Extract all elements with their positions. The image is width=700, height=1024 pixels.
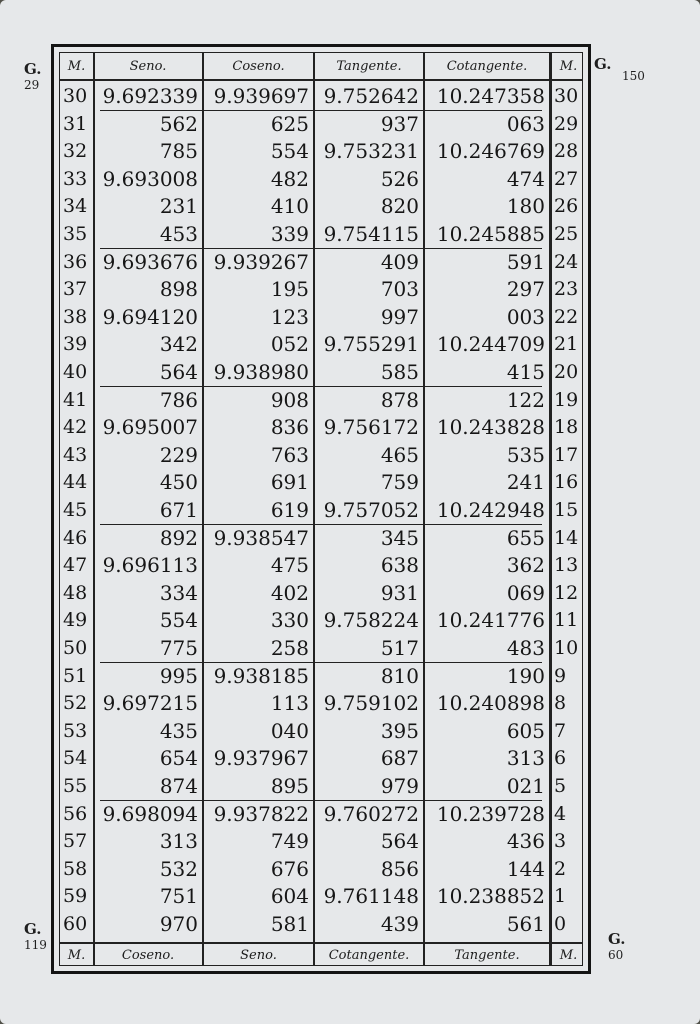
cell-minute: 39 [63,333,88,356]
cell-coseno: 9.938547 [213,525,309,550]
cell-cotangente: 474 [506,166,545,191]
cell-tangente: 9.759102 [323,691,419,716]
cell-tangente: 931 [380,580,419,605]
cell-coseno: 9.939697 [213,84,309,108]
cell-minute-right: 9 [554,664,567,687]
table-row [60,193,582,220]
table-row [60,249,582,276]
cell-seno: 231 [159,194,198,219]
cell-cotangente: 535 [506,442,545,467]
corner-degree-bottom-right [608,930,626,962]
cell-coseno: 113 [270,691,309,716]
cell-coseno: 258 [270,636,309,660]
corner-degree-value: 60 [608,948,624,962]
cell-minute-right: 17 [554,443,579,466]
footer-seno: Seno. [240,948,277,963]
cell-coseno: 195 [270,277,309,302]
cell-cotangente: 10.247358 [436,84,545,108]
cell-minute-right: 2 [554,857,567,880]
cell-minute-right: 29 [554,112,579,135]
corner-degree-top-left [24,60,42,92]
cell-minute-right: 12 [554,581,579,604]
cell-minute: 56 [63,802,88,825]
cell-tangente: 759 [380,470,419,495]
corner-degree-value: 150 [622,69,645,83]
table-row [60,801,582,828]
cell-coseno: 625 [270,111,309,136]
cell-cotangente: 605 [506,718,545,743]
cell-cotangente: 415 [506,360,545,384]
cell-minute: 32 [63,140,88,163]
corner-g-label: G. [608,930,626,948]
table-row [60,83,582,110]
table-row [60,635,582,662]
footer-cotangente: Cotangente. [328,948,410,963]
cell-cotangente: 10.241776 [436,608,545,633]
cell-seno: 898 [159,277,198,302]
cell-minute-right: 3 [554,830,567,853]
cell-minute-right: 5 [554,775,567,797]
cell-coseno: 908 [270,387,309,412]
cell-minute-right: 30 [554,85,579,107]
header-minutes: M. [67,59,86,74]
logarithm-table [59,52,583,966]
cell-cotangente: 10.239728 [436,801,545,826]
cell-minute-right: 0 [554,913,567,935]
cell-cotangente: 122 [506,387,545,412]
cell-seno: 342 [159,332,198,357]
cell-minute: 35 [63,223,88,245]
table-row [60,138,582,165]
cell-minute-right: 26 [554,195,579,218]
cell-minute: 37 [63,278,88,301]
cell-minute: 44 [63,471,88,494]
cell-minute-right: 18 [554,416,579,439]
cell-minute: 42 [63,416,88,439]
cell-tangente: 937 [380,111,419,136]
table-row [60,387,582,414]
cell-cotangente: 180 [506,194,545,219]
cell-coseno: 402 [270,580,309,605]
table-row [60,883,582,910]
cell-cotangente: 313 [506,746,545,771]
cell-minute-right: 11 [554,609,579,632]
cell-cotangente: 003 [506,304,545,329]
cell-coseno: 691 [270,470,309,495]
cell-cotangente: 483 [506,636,545,660]
cell-coseno: 836 [270,415,309,440]
cell-seno: 892 [159,525,198,550]
cell-tangente: 810 [380,663,419,688]
table-row [60,773,582,800]
cell-seno: 995 [159,663,198,688]
cell-seno: 9.696113 [102,553,198,578]
cell-coseno: 9.937822 [213,801,309,826]
cell-cotangente: 10.238852 [436,884,545,909]
cell-seno: 970 [159,912,198,936]
corner-g-label: G. [24,60,42,78]
table-row [60,304,582,331]
footer-coseno: Coseno. [121,948,175,963]
footer-minutes-right: M. [559,948,578,963]
cell-minute-right: 21 [554,333,579,356]
cell-minute: 58 [63,857,88,880]
table-row [60,359,582,386]
table-row [60,718,582,745]
cell-coseno: 604 [270,884,309,909]
cell-seno: 334 [159,580,198,605]
table-row [60,497,582,524]
cell-tangente: 517 [380,636,419,660]
cell-seno: 554 [159,608,198,633]
cell-minute: 30 [63,85,88,107]
cell-coseno: 9.938185 [213,663,309,688]
cell-minute: 60 [63,913,88,935]
cell-minute: 34 [63,195,88,218]
cell-minute-right: 28 [554,140,579,163]
table-row [60,276,582,303]
cell-coseno: 475 [270,553,309,578]
cell-seno: 229 [159,442,198,467]
cell-tangente: 820 [380,194,419,219]
cell-minute: 59 [63,885,88,908]
cell-cotangente: 063 [506,111,545,136]
cell-tangente: 687 [380,746,419,771]
cell-cotangente: 10.244709 [436,332,545,357]
cell-minute: 38 [63,305,88,328]
header-cotangente: Cotangente. [446,59,528,74]
cell-coseno: 339 [270,222,309,246]
cell-minute: 36 [63,250,88,273]
cell-seno: 453 [159,222,198,246]
cell-coseno: 9.939267 [213,249,309,274]
cell-minute-right: 14 [554,526,579,549]
footer-minutes: M. [67,948,86,963]
cell-seno: 9.695007 [102,415,198,440]
cell-tangente: 9.752642 [323,84,419,108]
cell-minute: 46 [63,526,88,549]
corner-degree-value: 29 [24,78,40,92]
cell-cotangente: 241 [506,470,545,495]
cell-tangente: 979 [380,774,419,798]
cell-minute: 45 [63,499,88,521]
cell-minute-right: 6 [554,747,567,770]
cell-minute-right: 19 [554,388,579,411]
cell-minute: 33 [63,167,88,190]
cell-coseno: 749 [270,829,309,854]
cell-seno: 450 [159,470,198,495]
cell-tangente: 997 [380,304,419,329]
table-row [60,552,582,579]
cell-coseno: 554 [270,139,309,164]
cell-seno: 532 [159,856,198,881]
cell-minute: 49 [63,609,88,632]
cell-cotangente: 10.245885 [436,222,545,246]
table-row [60,111,582,138]
cell-coseno: 763 [270,442,309,467]
cell-minute-right: 7 [554,719,567,742]
table-frame [51,44,591,974]
table-row [60,690,582,717]
cell-cotangente: 297 [506,277,545,302]
cell-cotangente: 10.246769 [436,139,545,164]
cell-coseno: 9.938980 [213,360,309,384]
header-minutes-right: M. [559,59,578,74]
cell-cotangente: 069 [506,580,545,605]
corner-g-label: G. [24,920,42,938]
cell-tangente: 9.758224 [323,608,419,633]
cell-cotangente: 436 [506,829,545,854]
cell-seno: 671 [159,498,198,522]
cell-seno: 313 [159,829,198,854]
corner-g-label: G. [594,55,612,73]
cell-seno: 9.698094 [102,801,198,826]
cell-cotangente: 561 [506,912,545,936]
cell-seno: 9.693676 [102,249,198,274]
cell-seno: 751 [159,884,198,909]
cell-seno: 874 [159,774,198,798]
cell-minute-right: 8 [554,692,567,715]
table-row [60,580,582,607]
cell-seno: 562 [159,111,198,136]
cell-cotangente: 10.240898 [436,691,545,716]
cell-tangente: 439 [380,912,419,936]
cell-seno: 9.692339 [102,84,198,108]
cell-tangente: 878 [380,387,419,412]
cell-tangente: 409 [380,249,419,274]
cell-minute-right: 27 [554,167,579,190]
cell-tangente: 9.754115 [323,222,419,246]
corner-degree-value: 119 [24,938,47,952]
cell-tangente: 564 [380,829,419,854]
cell-minute: 48 [63,581,88,604]
table-row [60,607,582,634]
cell-tangente: 465 [380,442,419,467]
cell-cotangente: 021 [506,774,545,798]
cell-coseno: 330 [270,608,309,633]
cell-minute-right: 24 [554,250,579,273]
cell-minute-right: 1 [554,885,567,908]
footer-rule [60,942,582,944]
cell-minute-right: 22 [554,305,579,328]
cell-minute-right: 15 [554,499,579,521]
cell-tangente: 585 [380,360,419,384]
header-coseno: Coseno. [232,59,285,74]
cell-minute: 50 [63,637,88,659]
cell-minute-right: 20 [554,361,579,383]
cell-tangente: 345 [380,525,419,550]
cell-minute: 47 [63,554,88,577]
cell-tangente: 9.761148 [323,884,419,909]
cell-coseno: 895 [270,774,309,798]
cell-minute: 55 [63,775,88,797]
cell-tangente: 856 [380,856,419,881]
cell-minute: 52 [63,692,88,715]
cell-minute: 40 [63,361,88,383]
cell-minute: 53 [63,719,88,742]
cell-cotangente: 144 [506,856,545,881]
table-row [60,331,582,358]
cell-minute: 51 [63,664,88,687]
cell-minute: 57 [63,830,88,853]
cell-coseno: 482 [270,166,309,191]
cell-cotangente: 10.242948 [436,498,545,522]
cell-tangente: 703 [380,277,419,302]
cell-tangente: 9.755291 [323,332,419,357]
cell-minute-right: 25 [554,223,579,245]
cell-tangente: 9.760272 [323,801,419,826]
header-seno: Seno. [129,59,167,74]
table-row [60,828,582,855]
cell-minute: 41 [63,388,88,411]
table-row [60,525,582,552]
cell-seno: 9.694120 [102,304,198,329]
cell-tangente: 526 [380,166,419,191]
cell-seno: 654 [159,746,198,771]
table-row [60,911,582,938]
cell-seno: 9.697215 [102,691,198,716]
cell-cotangente: 10.243828 [436,415,545,440]
cell-minute-right: 10 [554,637,579,659]
cell-coseno: 676 [270,856,309,881]
table-row [60,221,582,248]
cell-seno: 786 [159,387,198,412]
table-row [60,166,582,193]
cell-coseno: 040 [270,718,309,743]
cell-tangente: 9.756172 [323,415,419,440]
cell-seno: 564 [159,360,198,384]
cell-minute-right: 4 [554,802,567,825]
cell-minute-right: 16 [554,471,579,494]
cell-cotangente: 362 [506,553,545,578]
header-rule [60,79,582,81]
cell-minute-right: 23 [554,278,579,301]
cell-coseno: 581 [270,912,309,936]
table-row [60,469,582,496]
table-row [60,663,582,690]
cell-cotangente: 655 [506,525,545,550]
table-row [60,414,582,441]
cell-tangente: 395 [380,718,419,743]
footer-tangente: Tangente. [454,948,520,963]
corner-degree-bottom-left [24,920,47,952]
cell-coseno: 9.937967 [213,746,309,771]
cell-seno: 775 [159,636,198,660]
cell-seno: 785 [159,139,198,164]
cell-cotangente: 591 [506,249,545,274]
cell-tangente: 9.753231 [323,139,419,164]
cell-coseno: 052 [270,332,309,357]
cell-cotangente: 190 [506,663,545,688]
cell-tangente: 638 [380,553,419,578]
cell-seno: 435 [159,718,198,743]
cell-tangente: 9.757052 [323,498,419,522]
corner-degree-top-right [594,54,645,83]
header-tangente: Tangente. [336,59,402,74]
table-row [60,856,582,883]
cell-minute-right: 13 [554,554,579,577]
cell-coseno: 619 [270,498,309,522]
cell-minute: 31 [63,112,88,135]
cell-seno: 9.693008 [102,166,198,191]
table-row [60,442,582,469]
cell-minute: 43 [63,443,88,466]
cell-coseno: 410 [270,194,309,219]
cell-minute: 54 [63,747,88,770]
table-row [60,745,582,772]
cell-coseno: 123 [270,304,309,329]
